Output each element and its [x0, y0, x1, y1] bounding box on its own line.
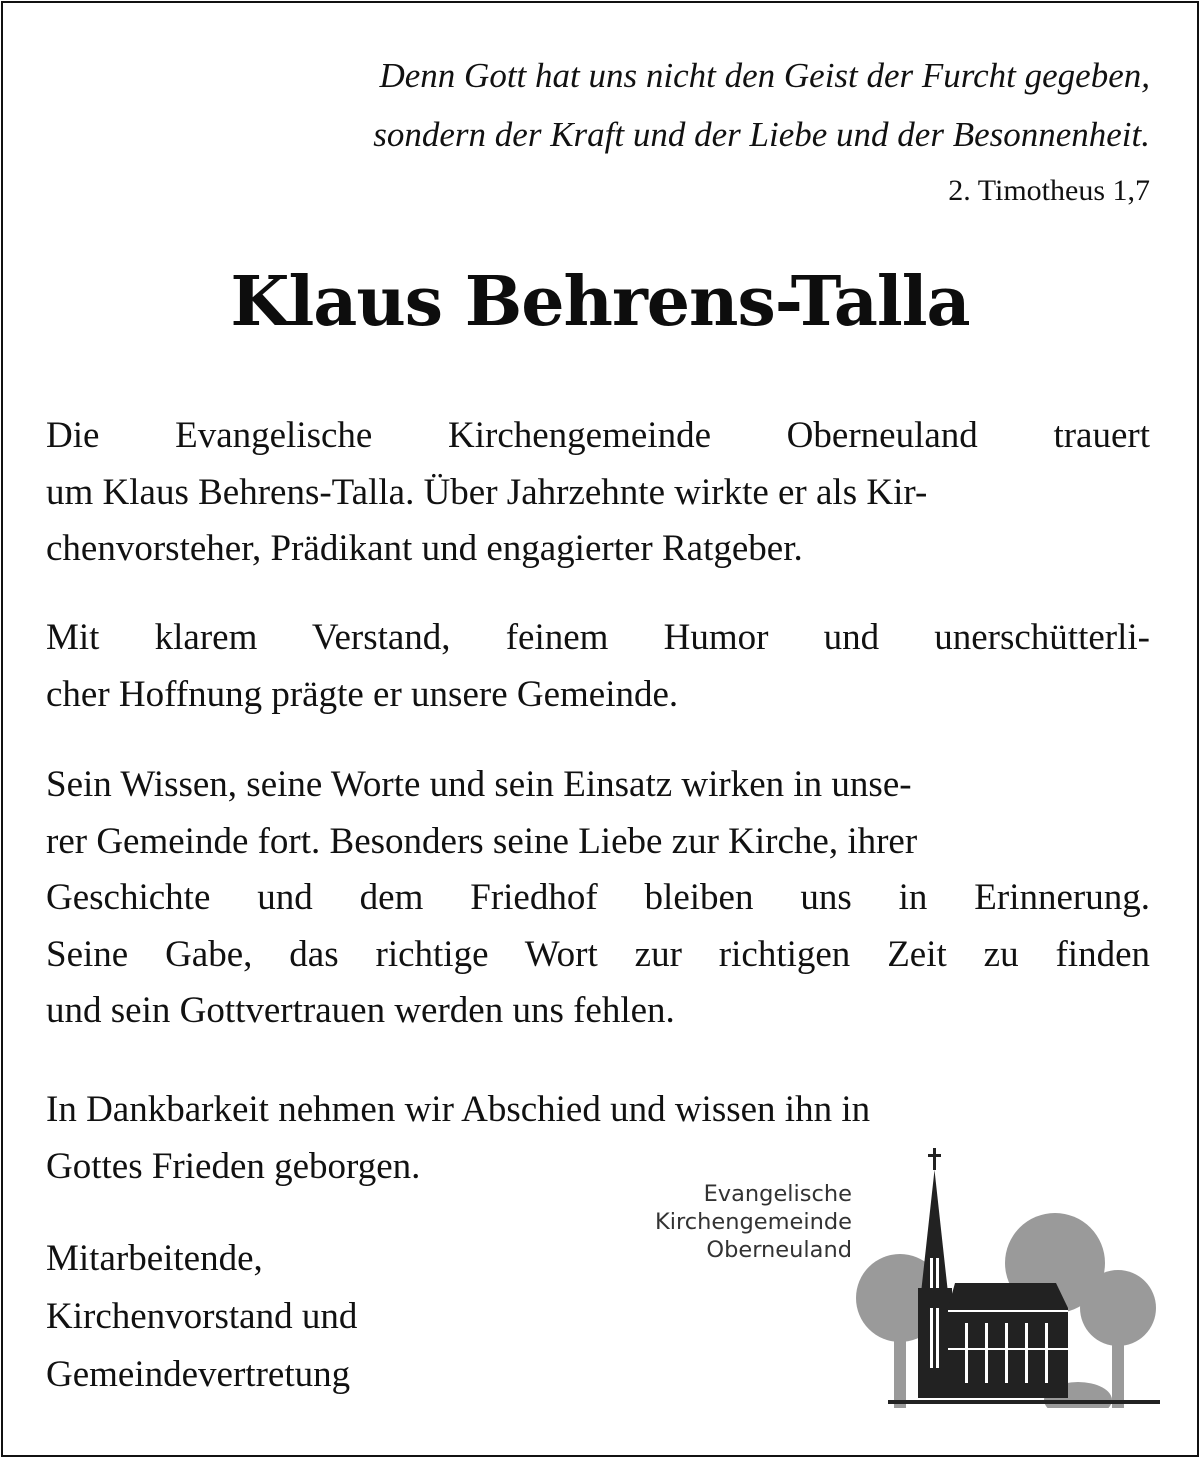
text-line: und sein Gottvertrauen werden uns fehlen.	[46, 990, 675, 1031]
text-line: cher Hoffnung prägte er unsere Gemeinde.	[46, 673, 679, 715]
text-line: rer Gemeinde fort. Besonders seine Liebe zur Kirche, ihrer	[46, 820, 918, 862]
deceased-name: Klaus Behrens-Talla	[230, 262, 970, 342]
text-line: Sein Wissen, seine Worte und sein Einsatz wirken in unse-	[46, 764, 912, 805]
text-line: Gottes Frieden geborgen.	[46, 1145, 421, 1187]
text-line: Seine Gabe, das richtige Wort zur richtigen Zeit zu finden	[46, 933, 1150, 975]
verse-line-2: sondern der Kraft und der Liebe und der Besonnenheit.	[373, 115, 1150, 154]
logo-line: Kirchengemeinde	[654, 1209, 852, 1235]
paragraph-character	[46, 610, 1150, 723]
verse-line-1: Denn Gott hat uns nicht den Geist der Furcht gegeben,	[379, 56, 1150, 95]
parish-logo-text	[590, 1180, 852, 1264]
text-line: chenvorsteher, Prädikant und engagierter Ratgeber.	[46, 528, 803, 569]
text-line: Mit klarem Verstand, feinem Humor und unerschütterli-	[46, 617, 1150, 658]
verse-reference: 2. Timotheus 1,7	[948, 174, 1150, 207]
text-line: Geschichte und dem Friedhof bleiben uns in Erinnerung.	[46, 877, 1150, 918]
signature-line: Mitarbeitende,	[46, 1238, 263, 1279]
paragraph-legacy	[46, 757, 1150, 1040]
signature-line: Gemeindevertretung	[46, 1354, 351, 1395]
church-with-trees-icon	[850, 1148, 1160, 1408]
text-line: In Dankbarkeit nehmen wir Abschied und wissen ihn in	[46, 1089, 871, 1130]
paragraph-tribute	[46, 408, 1150, 578]
signature-block	[46, 1230, 357, 1404]
text-line: Die Evangelische Kirchengemeinde Oberneuland trauert	[46, 415, 1150, 456]
text-line: um Klaus Behrens-Talla. Über Jahrzehnte wirkte er als Kir-	[46, 471, 928, 513]
signature-line: Kirchenvorstand und	[46, 1296, 358, 1337]
logo-line: Evangelische	[703, 1181, 852, 1207]
logo-line: Oberneuland	[706, 1237, 852, 1263]
